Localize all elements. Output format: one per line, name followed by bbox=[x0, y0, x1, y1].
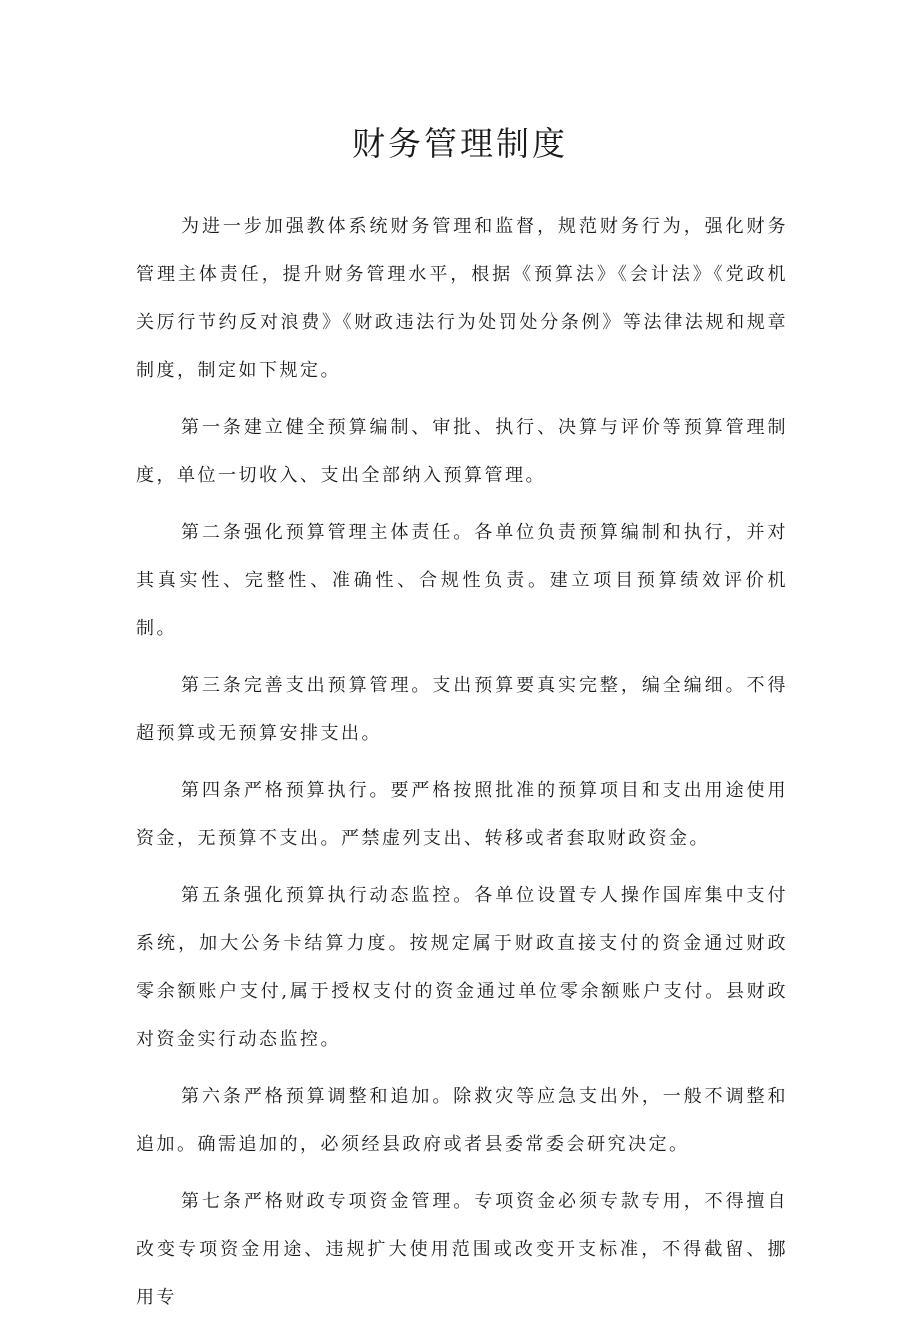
article-3: 第三条完善支出预算管理。支出预算要真实完整，编全编细。不得超预算或无预算安排支出。 bbox=[136, 675, 788, 744]
article-1: 第一条建立健全预算编制、审批、执行、决算与评价等预算管理制度，单位一切收入、支出全部纳入预算管理。 bbox=[136, 417, 788, 486]
article-2: 第二条强化预算管理主体责任。各单位负责预算编制和执行，并对其真实性、完整性、准确性、合规性负责。建立项目预算绩效评价机制。 bbox=[136, 522, 788, 639]
article-7: 第七条严格财政专项资金管理。专项资金必须专款专用，不得擅自改变专项资金用途、违规扩大使用范围或改变开支标准，不得截留、挪用专 bbox=[136, 1191, 788, 1308]
article-5: 第五条强化预算执行动态监控。各单位设置专人操作国库集中支付系统，加大公务卡结算力度。按规定属于财政直接支付的资金通过财政零余额账户支付,属于授权支付的资金通过单位零余额账户支付。县财政对资金实行动态监控。 bbox=[136, 885, 788, 1050]
document-body bbox=[136, 203, 788, 1331]
article-4: 第四条严格预算执行。要严格按照批准的预算项目和支出用途使用资金，无预算不支出。严禁虚列支出、转移或者套取财政资金。 bbox=[136, 780, 788, 849]
intro-paragraph: 为进一步加强教体系统财务管理和监督，规范财务行为，强化财务管理主体责任，提升财务管理水平，根据《预算法》《会计法》《党政机关厉行节约反对浪费》《财政违法行为处罚处分条例》等法律法规和规章制度，制定如下规定。 bbox=[136, 216, 788, 381]
article-6: 第六条严格预算调整和追加。除救灾等应急支出外，一般不调整和追加。确需追加的，必须经县政府或者县委常委会研究决定。 bbox=[136, 1086, 788, 1155]
page-title: 财务管理制度 bbox=[352, 124, 568, 163]
